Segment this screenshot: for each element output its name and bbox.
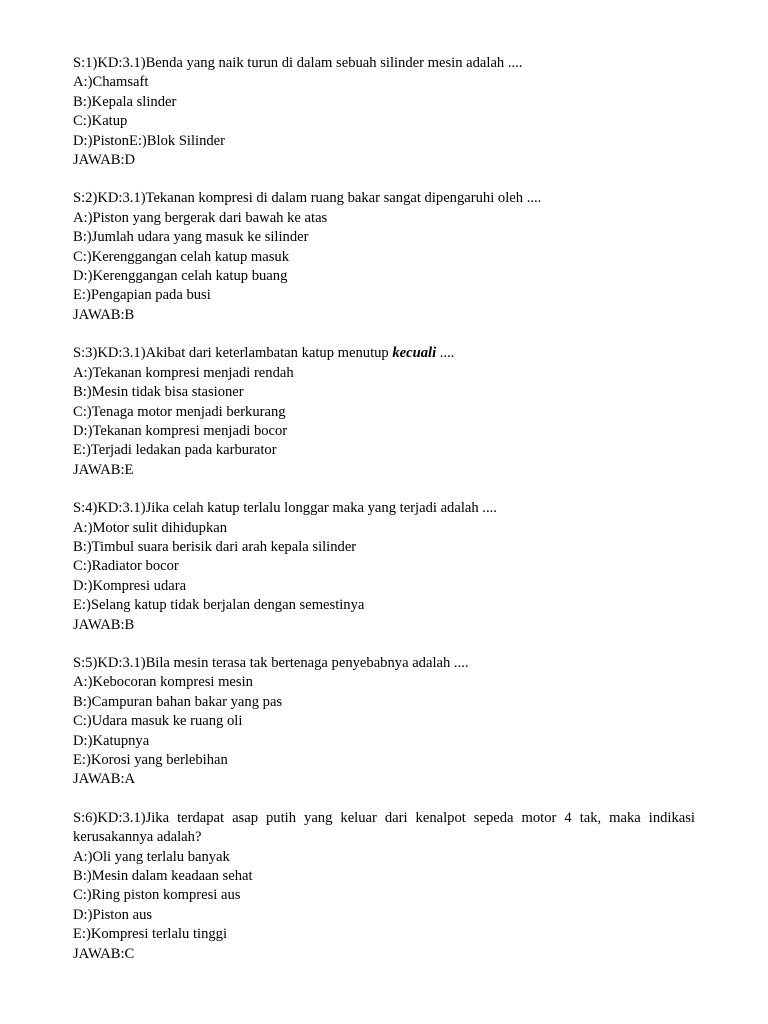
option-b: B:)Mesin tidak bisa stasioner xyxy=(73,384,244,401)
question-stem: S:6)KD:3.1)Jika terdapat asap putih yang keluar dari kenalpot sepeda motor 4 tak, maka indikasi kerusakannya adalah? xyxy=(73,809,699,846)
option-e: E:)Terjadi ledakan pada karburator xyxy=(73,442,277,459)
stem-text-end: .... xyxy=(436,345,455,362)
option-b: B:)Mesin dalam keadaan sehat xyxy=(73,868,253,885)
option-e: E:)Pengapian pada busi xyxy=(73,287,211,304)
option-c: C:)Tenaga motor menjadi berkurang xyxy=(73,403,286,420)
question-stem: S:2)KD:3.1)Tekanan kompresi di dalam ruang bakar sangat dipengaruhi oleh .... xyxy=(73,190,542,207)
question-stem: S:5)KD:3.1)Bila mesin terasa tak bertenaga penyebabnya adalah .... xyxy=(73,654,469,671)
option-b: B:)Campuran bahan bakar yang pas xyxy=(73,693,283,710)
question-4 xyxy=(73,499,695,635)
option-e: E:)Selang katup tidak berjalan dengan semestinya xyxy=(73,597,365,614)
option-d-e-line xyxy=(73,132,695,151)
option-c: C:)Kerenggangan celah katup masuk xyxy=(73,248,289,265)
question-stem: S:1)KD:3.1)Benda yang naik turun di dalam sebuah silinder mesin adalah .... xyxy=(73,55,523,71)
option-d: D:)Katupnya xyxy=(73,732,150,749)
stem-text: S:3)KD:3.1)Akibat dari keterlambatan katup menutup xyxy=(73,345,393,362)
answer-key: JAWAB:B xyxy=(73,306,135,323)
option-a: A:)Kebocoran kompresi mesin xyxy=(73,674,253,691)
option-a: A:)Piston yang bergerak dari bawah ke atas xyxy=(73,209,328,226)
question-1 xyxy=(73,54,695,170)
question-3 xyxy=(73,344,695,480)
option-c: C:)Radiator bocor xyxy=(73,558,179,575)
question-6 xyxy=(73,809,699,964)
question-stem: S:4)KD:3.1)Jika celah katup terlalu longgar maka yang terjadi adalah .... xyxy=(73,500,497,517)
answer-key: JAWAB:C xyxy=(73,945,135,962)
question-5 xyxy=(73,654,695,790)
option-c: C:)Ring piston kompresi aus xyxy=(73,887,241,904)
option-a: A:)Chamsaft xyxy=(73,74,149,91)
option-a: A:)Oli yang terlalu banyak xyxy=(73,848,230,865)
option-b: B:)Kepala slinder xyxy=(73,93,177,110)
option-c: C:)Katup xyxy=(73,113,128,130)
option-e: E:)Kompresi terlalu tinggi xyxy=(73,926,228,943)
answer-key: JAWAB:E xyxy=(73,461,134,478)
question-stem xyxy=(73,344,695,363)
answer-key: JAWAB:A xyxy=(73,771,136,788)
option-d: D:)Tekanan kompresi menjadi bocor xyxy=(73,422,288,439)
option-e: E:)Blok Silinder xyxy=(128,132,226,149)
answer-key: JAWAB:B xyxy=(73,616,135,633)
option-b: B:)Jumlah udara yang masuk ke silinder xyxy=(73,229,309,246)
option-b: B:)Timbul suara berisik dari arah kepala silinder xyxy=(73,538,357,555)
answer-key: JAWAB:D xyxy=(73,152,136,169)
option-a: A:)Tekanan kompresi menjadi rendah xyxy=(73,364,294,381)
option-d: D:)Piston xyxy=(73,132,129,149)
question-2 xyxy=(73,189,695,325)
option-d: D:)Kompresi udara xyxy=(73,577,187,594)
option-d: D:)Kerenggangan celah katup buang xyxy=(73,268,288,285)
option-d: D:)Piston aus xyxy=(73,906,153,923)
option-a: A:)Motor sulit dihidupkan xyxy=(73,519,228,536)
option-e: E:)Korosi yang berlebihan xyxy=(73,752,228,768)
stem-emphasis: kecuali xyxy=(392,345,437,362)
option-c: C:)Udara masuk ke ruang oli xyxy=(73,713,243,730)
